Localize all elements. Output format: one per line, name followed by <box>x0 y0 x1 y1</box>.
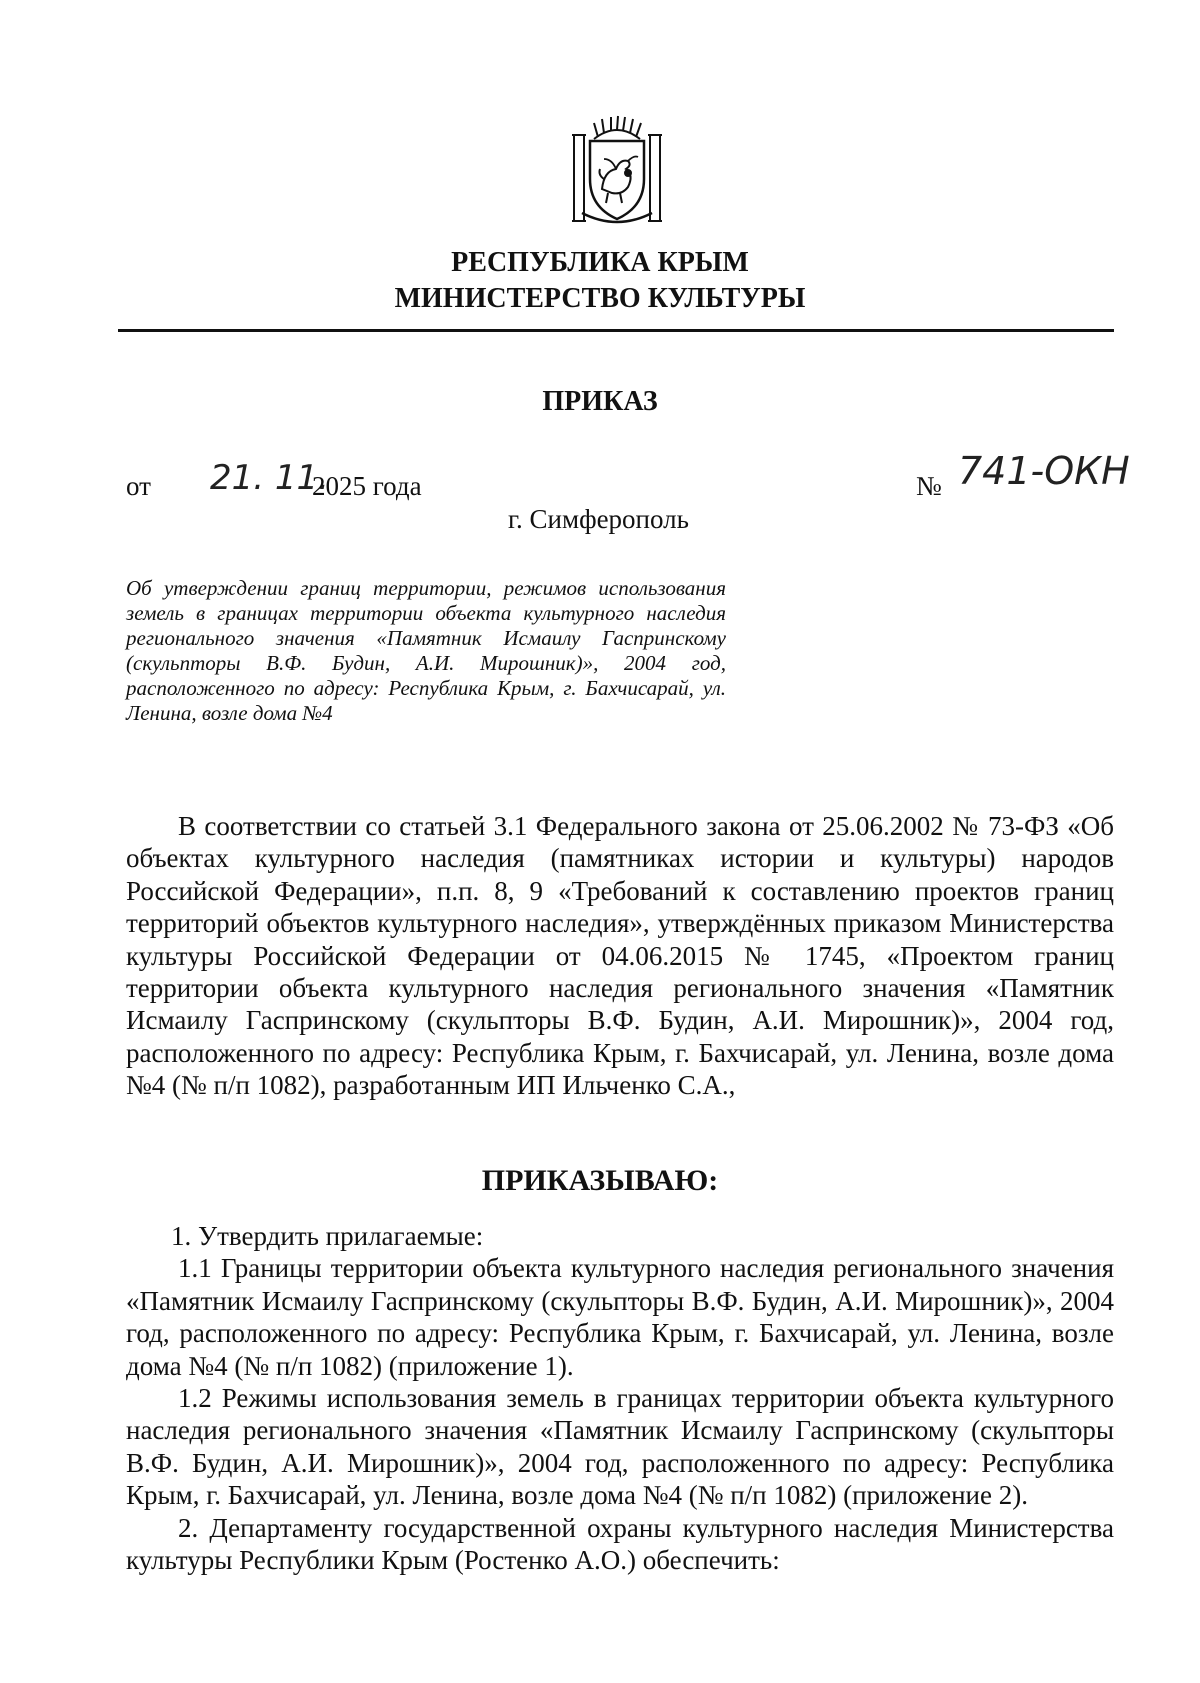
date-prefix: от <box>126 471 151 501</box>
item-2: 2. Департаменту государственной охраны культурного наследия Министерства культуры Республики Крым (Ростенко А.О.) обеспечить: <box>126 1512 1114 1576</box>
handwritten-date: 21. 11. <box>210 458 329 498</box>
order-subject: Об утверждении границ территории, режимов использования земель в границах территории объекта культурного наследия регионального значения «Памятник Исмаилу Гаспринскому (скульпторы В.Ф. Будин, А.И. Мирошник)», 2004 год, расположенного по адресу: Республика Крым, г. Бахчисарай, ул. Ленина, возле дома №4 <box>126 576 726 725</box>
handwritten-order-number: 741-ОКН <box>958 449 1130 493</box>
preamble <box>126 810 1114 1102</box>
date-year: 2025 года <box>312 471 422 501</box>
header-republic: РЕСПУБЛИКА КРЫМ <box>451 247 749 278</box>
item-1-1: 1.1 Границы территории объекта культурного наследия регионального значения «Памятник Исмаилу Гаспринскому (скульпторы В.Ф. Будин, А.И. Мирошник)», 2004 год, расположенного по адресу: Республика Крым, г. Бахчисарай, ул. Ленина, возле дома №4 (№ п/п 1082) (приложение 1). <box>126 1253 1114 1381</box>
item-1-2: 1.2 Режимы использования земель в границах территории объекта культурного наследия регионального значения «Памятник Исмаилу Гаспринскому (скульпторы В.Ф. Будин, А.И. Мирошник)», 2004 год, расположенного по адресу: Республика Крым, г. Бахчисарай, ул. Ленина, возле дома №4 (№ п/п 1082) (приложение 2). <box>126 1383 1114 1511</box>
header-divider <box>118 329 1114 332</box>
item-1: 1. Утвердить прилагаемые: <box>171 1221 484 1251</box>
city: г. Симферополь <box>508 504 689 534</box>
crimea-coat-of-arms-icon <box>568 115 666 227</box>
order-heading: ПРИКАЗЫВАЮ: <box>481 1164 719 1197</box>
order-items <box>126 1220 1114 1576</box>
number-sign: № <box>916 471 942 501</box>
document-type-title: ПРИКАЗ <box>542 386 658 417</box>
preamble-paragraph: В соответствии со статьей 3.1 Федерального закона от 25.06.2002 № 73-ФЗ «Об объектах культурного наследия (памятниках истории и культуры) народов Российской Федерации», п.п. 8, 9 «Требований к составлению проектов границ территорий объектов культурного наследия», утверждённых приказом Министерства культуры Российской Федерации от 04.06.2015 № 1745, «Проектом границ территории объекта культурного наследия регионального значения «Памятник Исмаилу Гаспринскому (скульпторы В.Ф. Будин, А.И. Мирошник)», 2004 год, расположенного по адресу: Республика Крым, г. Бахчисарай, ул. Ленина, возле дома №4 (№ п/п 1082), разработанным ИП Ильченко С.А., <box>126 811 1114 1101</box>
header-ministry: МИНИСТЕРСТВО КУЛЬТУРЫ <box>394 283 806 314</box>
